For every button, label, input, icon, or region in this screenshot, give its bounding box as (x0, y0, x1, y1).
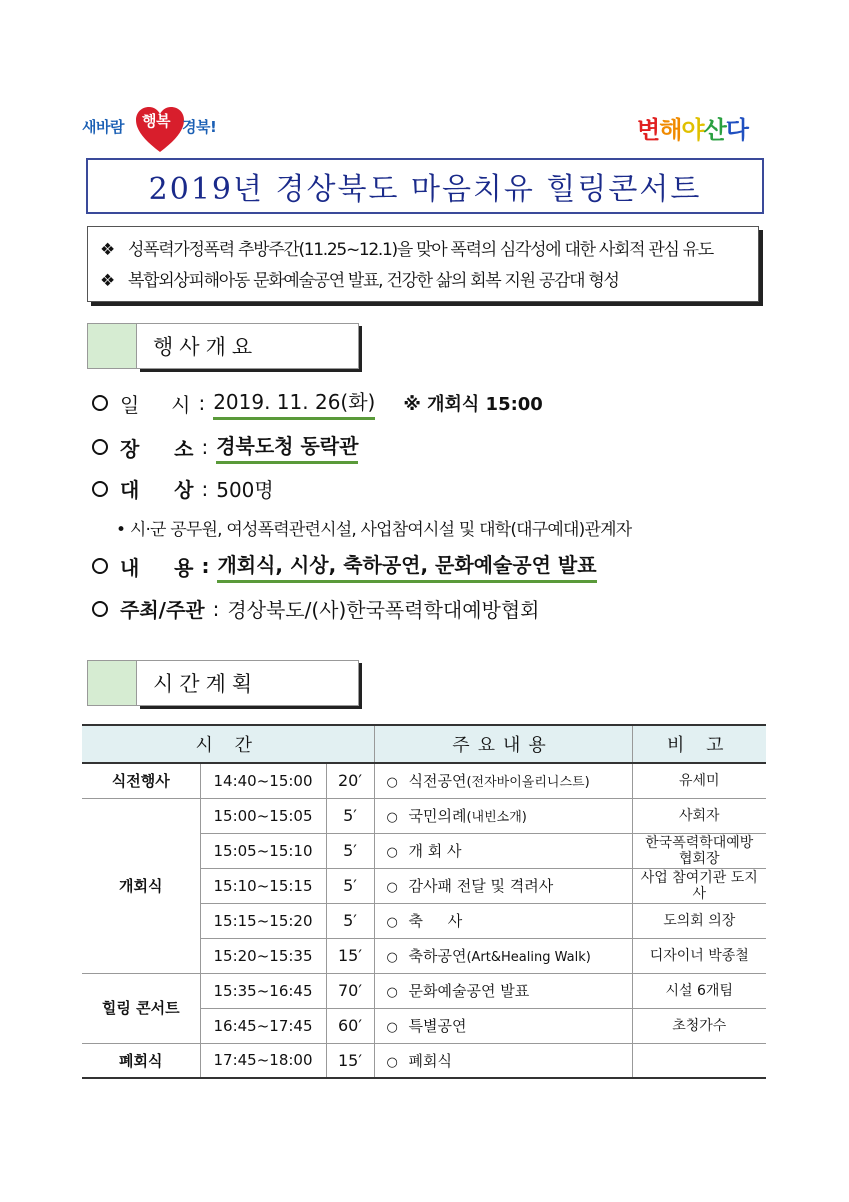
circle-bullet-icon (92, 601, 108, 617)
slogan-char: 야 (681, 116, 704, 144)
content-detail: (Art&Healing Walk) (466, 950, 591, 965)
date-value: 2019. 11. 26(화) (213, 386, 375, 420)
content-cell (374, 868, 632, 903)
table-header-row (82, 725, 766, 763)
remark-cell: 초청가수 (632, 1008, 766, 1043)
remark-cell: 도의회 의장 (632, 903, 766, 938)
duration-cell: 5′ (326, 868, 374, 903)
circle-bullet-icon: ○ (386, 880, 398, 895)
category-cell: 폐회식 (82, 1043, 200, 1078)
time-cell: 15:00~15:05 (200, 798, 326, 833)
table-row (82, 1043, 766, 1078)
content-cell (374, 833, 632, 868)
remark-cell: 사업 참여기관 도지사 (632, 868, 766, 903)
content-label: 내 용 (120, 555, 194, 580)
content-cell (374, 1008, 632, 1043)
purpose-text: 성폭력가정폭력 추방주간(11.25~12.1)을 맞아 폭력의 심각성에 대한 사회적 관심 유도 (128, 240, 713, 260)
duration-cell: 60′ (326, 1008, 374, 1043)
content-text: 식전공연 (408, 772, 467, 791)
time-cell: 15:35~16:45 (200, 973, 326, 1008)
content-cell (374, 763, 632, 798)
overview-date (92, 386, 543, 420)
target-detail: • 시·군 공무원, 여성폭력관련시설, 사업참여시설 및 대학(대구예대)관계자 (116, 520, 632, 540)
content-text: 축 사 (408, 912, 473, 930)
place-label: 장 소 (120, 436, 194, 461)
date-note: ※ 개회식 15:00 (403, 394, 543, 415)
circle-bullet-icon: ○ (386, 775, 398, 791)
section-title: 행사개요 (153, 335, 259, 359)
purpose-text: 복합외상피해아동 문화예술공연 발표, 건강한 삶의 회복 지원 공감대 형성 (128, 271, 619, 291)
gyeongbuk-logo (82, 106, 242, 152)
circle-bullet-icon: ○ (386, 985, 398, 1000)
circle-bullet-icon: ○ (386, 810, 398, 825)
time-cell: 16:45~17:45 (200, 1008, 326, 1043)
schedule-table (82, 724, 766, 1079)
logo-text-3: 경북! (182, 118, 217, 136)
place-value: 경북도청 동락관 (216, 430, 358, 464)
content-cell (374, 798, 632, 833)
slogan-char: 산 (703, 116, 726, 144)
content-text: 개 회 사 (408, 842, 462, 860)
category-cell: 힐링 콘서트 (82, 973, 200, 1043)
overview-content (92, 549, 597, 583)
colon: : (212, 596, 220, 621)
remark-cell: 한국폭력학대예방 협회장 (632, 833, 766, 868)
header-time: 시 간 (82, 725, 374, 763)
time-cell: 15:20~15:35 (200, 938, 326, 973)
slogan-char: 해 (659, 116, 682, 144)
time-cell: 15:15~15:20 (200, 903, 326, 938)
content-text: 감사패 전달 및 격려사 (408, 877, 554, 895)
purpose-item (100, 235, 746, 266)
section-marker (87, 323, 137, 369)
circle-bullet-icon: ○ (386, 950, 398, 965)
target-value: 500명 (216, 478, 274, 502)
content-value: 개회식, 시상, 축하공연, 문화예술공연 발표 (217, 549, 596, 583)
section-title-box (137, 660, 359, 706)
category-cell: 식전행사 (82, 763, 200, 798)
section-title-box (137, 323, 359, 369)
time-cell: 15:10~15:15 (200, 868, 326, 903)
remark-cell: 시설 6개팀 (632, 973, 766, 1008)
title-box (86, 158, 764, 214)
target-label: 대 상 (120, 478, 194, 502)
duration-cell: 15′ (326, 1043, 374, 1078)
diamond-bullet-icon: ❖ (100, 271, 114, 291)
page-title: 2019년 경상북도 마음치유 힐링콘서트 (148, 172, 702, 207)
time-cell: 14:40~15:00 (200, 763, 326, 798)
remark-cell (632, 1043, 766, 1078)
remark-cell: 디자이너 박종철 (632, 938, 766, 973)
duration-cell: 5′ (326, 833, 374, 868)
content-cell (374, 1043, 632, 1078)
date-label: 일 시 (120, 392, 191, 417)
purpose-item (100, 266, 746, 297)
purpose-box (87, 226, 759, 302)
overview-target (92, 474, 274, 503)
content-cell (374, 938, 632, 973)
logo-text-2: 행복 (142, 112, 170, 130)
colon: : (201, 476, 209, 501)
content-text: 문화예술공연 발표 (408, 982, 530, 1000)
overview-place (92, 430, 358, 464)
host-value: 경상북도/(사)한국폭력학대예방협회 (227, 598, 540, 622)
duration-cell: 20′ (326, 763, 374, 798)
header-content: 주요내용 (374, 725, 632, 763)
slogan-logo (637, 110, 748, 145)
content-detail: (전자바이올리니스트) (466, 775, 590, 791)
content-detail: (내빈소개) (466, 810, 527, 825)
host-label: 주최/주관 (120, 598, 205, 622)
content-text: 폐회식 (408, 1051, 452, 1070)
logo-text-1: 새바람 (82, 118, 124, 136)
time-cell: 17:45~18:00 (200, 1043, 326, 1078)
table-row (82, 763, 766, 798)
remark-cell: 유세미 (632, 763, 766, 798)
table-row (82, 973, 766, 1008)
colon: : (201, 435, 209, 459)
circle-bullet-icon (92, 481, 108, 497)
remark-cell: 사회자 (632, 798, 766, 833)
colon: : (201, 554, 210, 578)
circle-bullet-icon: ○ (386, 845, 398, 860)
content-cell (374, 903, 632, 938)
colon: : (198, 391, 206, 415)
time-cell: 15:05~15:10 (200, 833, 326, 868)
circle-bullet-icon (92, 395, 108, 411)
content-text: 특별공연 (408, 1017, 467, 1035)
duration-cell: 5′ (326, 903, 374, 938)
header-remark: 비 고 (632, 725, 766, 763)
circle-bullet-icon (92, 558, 108, 574)
content-text: 축하공연 (408, 947, 467, 965)
content-cell (374, 973, 632, 1008)
overview-host (92, 594, 540, 623)
section-marker (87, 660, 137, 706)
slogan-char: 다 (725, 116, 748, 144)
content-text: 국민의례 (408, 807, 467, 825)
section-title: 시간계획 (153, 672, 259, 696)
circle-bullet-icon (92, 439, 108, 455)
duration-cell: 70′ (326, 973, 374, 1008)
circle-bullet-icon: ○ (386, 1020, 398, 1035)
circle-bullet-icon: ○ (386, 1054, 398, 1070)
circle-bullet-icon: ○ (386, 915, 398, 930)
duration-cell: 5′ (326, 798, 374, 833)
category-cell: 개회식 (82, 798, 200, 973)
table-row (82, 798, 766, 833)
diamond-bullet-icon: ❖ (100, 240, 114, 260)
slogan-char: 변 (637, 116, 660, 144)
duration-cell: 15′ (326, 938, 374, 973)
